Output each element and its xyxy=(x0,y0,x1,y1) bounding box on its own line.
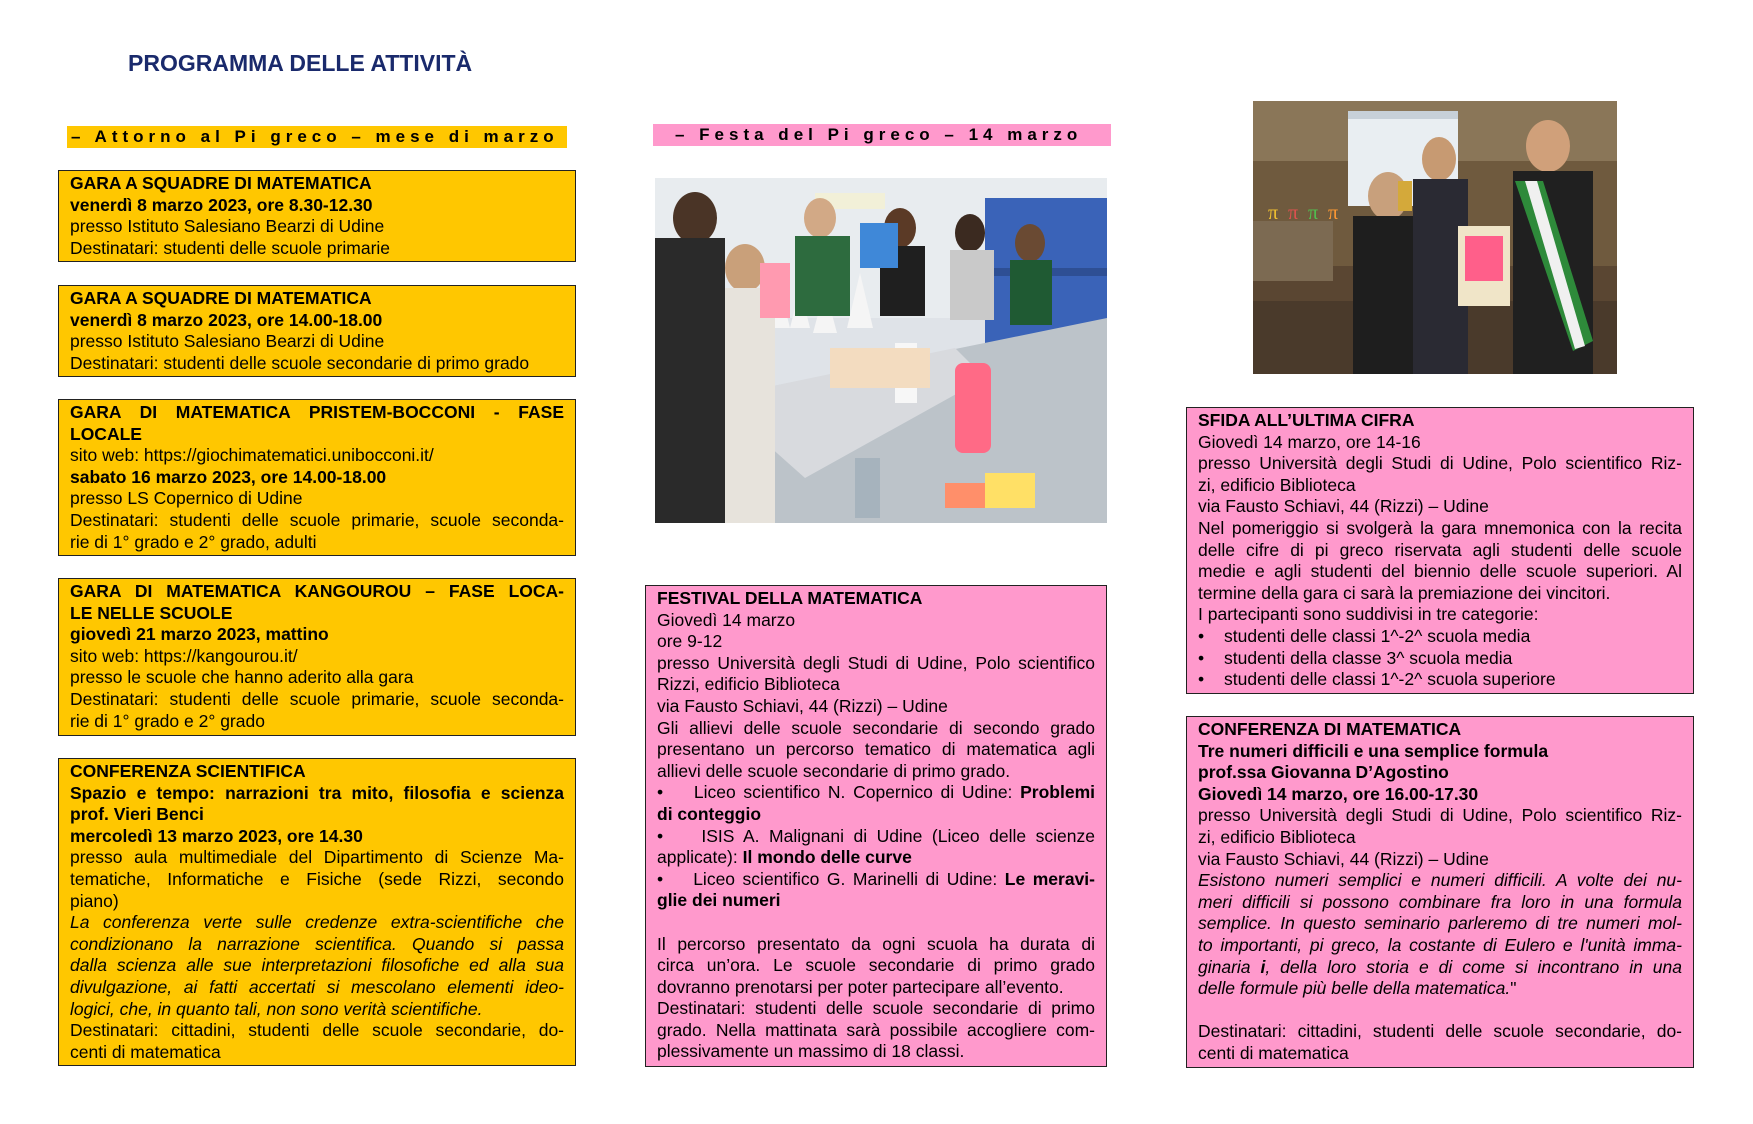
event-box-scientific-conference xyxy=(58,758,576,1066)
abstract-quote: " xyxy=(1510,978,1517,999)
event-duration: dovranno prenotarsi per poter partecipare all’evento. xyxy=(657,976,1064,997)
event-target-cont: centi di matematica xyxy=(70,1041,221,1062)
event-abstract: logici, che, in quanto tali, non sono verità scientifiche. xyxy=(70,998,483,1019)
event-address: via Fausto Schiavi, 44 (Rizzi) – Udine xyxy=(1198,848,1489,869)
event-title: GARA DI MATEMATICA PRISTEM-BOCCONI - FASE xyxy=(70,402,564,422)
event-target: Destinatari: studenti delle scuole secondarie di primo xyxy=(657,998,1095,1019)
bullet: • xyxy=(657,782,664,803)
event-description: Nel pomeriggio si svolgerà la gara mnemonica con la recita xyxy=(1198,517,1682,538)
event-target: Destinatari: cittadini, studenti delle scuole secondarie, do- xyxy=(1198,1021,1682,1042)
item-text: applicate): xyxy=(657,847,743,868)
event-description: allievi delle scuole secondarie di primo grado. xyxy=(657,760,1011,781)
event-place: presso Università degli Studi di Udine, Polo scientifico xyxy=(657,652,1095,673)
categories-intro: I partecipanti sono suddivisi in tre categorie: xyxy=(1198,604,1539,625)
event-duration: Il percorso presentato da ogni scuola ha durata di xyxy=(657,933,1095,954)
event-place-cont: tematiche, Informatiche e Fisiche (sede Rizzi, secondo xyxy=(70,868,564,889)
event-abstract: La conferenza verte sulle credenze extra-scientifiche che xyxy=(70,912,564,933)
bullet: • xyxy=(657,825,664,846)
abstract-text: ginaria xyxy=(1198,956,1261,977)
event-duration: circa un’ora. Le scuole secondarie di primo grado xyxy=(657,955,1095,976)
event-address: via Fausto Schiavi, 44 (Rizzi) – Udine xyxy=(1198,496,1489,517)
event-date: venerdì 8 marzo 2023, ore 8.30-12.30 xyxy=(70,194,373,215)
event-date: venerdì 8 marzo 2023, ore 14.00-18.00 xyxy=(70,309,383,330)
item-topic-cont: glie dei numeri xyxy=(657,890,781,911)
abstract-text: , della loro storia e di come si incontrano in una xyxy=(1265,956,1682,977)
item-text: Liceo scientifico N. Copernico di Udine: xyxy=(693,782,1021,803)
event-title: CONFERENZA DI MATEMATICA xyxy=(1198,719,1462,739)
event-abstract: dalla scienza alle sue interpretazioni filosofiche ed alla sua xyxy=(70,955,564,976)
bullet: • xyxy=(657,868,664,889)
event-box-team-competition-afternoon xyxy=(58,285,576,377)
event-place: presso LS Copernico di Udine xyxy=(70,488,303,509)
event-abstract xyxy=(1198,978,1682,1000)
event-subtitle: Spazio e tempo: narrazioni tra mito, filosofia e scienza xyxy=(70,782,564,803)
event-place-cont: Rizzi, edificio Biblioteca xyxy=(657,674,840,695)
event-subtitle: Tre numeri difficili e una semplice formula xyxy=(1198,740,1549,761)
list-item xyxy=(657,782,1095,804)
section-band-pi-day: – Festa del Pi greco – 14 marzo xyxy=(653,124,1111,146)
event-place: presso aula multimediale del Dipartimento di Scienze Ma- xyxy=(70,847,564,868)
category-label: studenti delle classi 1^-2^ scuola superiore xyxy=(1224,669,1556,690)
event-box-last-digit-challenge xyxy=(1186,407,1694,694)
event-date: Giovedì 14 marzo, ore 14-16 xyxy=(1198,431,1421,452)
event-box-team-competition-morning xyxy=(58,170,576,262)
event-title: CONFERENZA SCIENTIFICA xyxy=(70,761,306,781)
list-item-cont xyxy=(657,847,1095,869)
event-title-cont: LE NELLE SCUOLE xyxy=(70,602,233,623)
svg-text:π: π xyxy=(1268,202,1279,224)
event-date: Giovedì 14 marzo, ore 16.00-17.30 xyxy=(1198,783,1479,804)
list-item xyxy=(1198,648,1682,670)
item-topic: Problemi xyxy=(1020,782,1095,803)
item-text: ISIS A. Malignani di Udine (Liceo delle scienze xyxy=(701,825,1095,846)
event-speaker: prof. Vieri Benci xyxy=(70,804,204,825)
abstract-text: delle formule più belle della matematica. xyxy=(1198,978,1511,999)
item-topic-cont: di conteggio xyxy=(657,803,762,824)
event-abstract: divulgazione, ai fatti accertati si mescolano elementi ideo- xyxy=(70,976,564,997)
event-title: FESTIVAL DELLA MATEMATICA xyxy=(657,588,923,608)
section-band-march: – Attorno al Pi greco – mese di marzo xyxy=(67,126,567,148)
event-abstract: condizionano la narrazione scientifica. Quando si passa xyxy=(70,933,564,954)
event-abstract: semplice. In questo seminario parleremo di tre numeri mol- xyxy=(1198,913,1682,934)
event-website: sito web: https://giochimatematici.unibocconi.it/ xyxy=(70,445,434,466)
event-target-cont: rie di 1° grado e 2° grado xyxy=(70,710,265,731)
event-target: Destinatari: studenti delle scuole primarie, scuole seconda- xyxy=(70,688,564,709)
event-place: presso le scuole che hanno aderito alla gara xyxy=(70,667,414,688)
abstract-symbol: i xyxy=(1260,956,1266,977)
event-place: presso Istituto Salesiano Bearzi di Udine xyxy=(70,331,385,352)
event-place-cont: zi, edificio Biblioteca xyxy=(1198,826,1356,847)
list-item xyxy=(657,869,1095,891)
event-title: GARA A SQUADRE DI MATEMATICA xyxy=(70,288,372,308)
event-target: Destinatari: cittadini, studenti delle scuole secondarie, do- xyxy=(70,1020,564,1041)
event-place: presso Università degli Studi di Udine, Polo scientifico Riz- xyxy=(1198,805,1682,826)
event-target: Destinatari: studenti delle scuole secondarie di primo grado xyxy=(70,352,530,373)
event-box-math-festival xyxy=(645,585,1107,1067)
list-item xyxy=(1198,669,1682,691)
page-title: PROGRAMMA DELLE ATTIVITÀ xyxy=(128,50,473,76)
photo-students-classroom xyxy=(655,178,1107,523)
item-topic: Il mondo delle curve xyxy=(742,847,912,868)
category-label: studenti della classe 3^ scuola media xyxy=(1224,647,1513,668)
event-description: medie e agli studenti del biennio delle scuole superiori. Al xyxy=(1198,561,1682,582)
svg-text:π: π xyxy=(1328,202,1339,224)
event-target-cont: rie di 1° grado e 2° grado, adulti xyxy=(70,531,317,552)
event-target: grado. Nella mattinata sarà possibile accogliere com- xyxy=(657,1019,1095,1040)
list-item xyxy=(1198,626,1682,648)
event-day: Giovedì 14 marzo xyxy=(657,609,796,630)
event-place-cont: zi, edificio Biblioteca xyxy=(1198,474,1356,495)
event-title: GARA A SQUADRE DI MATEMATICA xyxy=(70,173,372,193)
svg-text:π: π xyxy=(1308,202,1319,224)
list-item xyxy=(657,826,1095,848)
event-box-pristem-bocconi xyxy=(58,399,576,556)
event-date: giovedì 21 marzo 2023, mattino xyxy=(70,624,329,645)
item-text: Liceo scientifico G. Marinelli di Udine: xyxy=(693,868,1005,889)
event-website: sito web: https://kangourou.it/ xyxy=(70,645,298,666)
event-date: sabato 16 marzo 2023, ore 14.00-18.00 xyxy=(70,466,387,487)
event-description: termine della gara ci sarà la premiazione dei vincitori. xyxy=(1198,582,1611,603)
event-place: presso Istituto Salesiano Bearzi di Udine xyxy=(70,216,385,237)
event-abstract xyxy=(1198,957,1682,979)
event-title-cont: LOCALE xyxy=(70,423,142,444)
event-date: mercoledì 13 marzo 2023, ore 14.30 xyxy=(70,825,363,846)
bullet: • xyxy=(1198,625,1205,646)
event-place-cont: piano) xyxy=(70,890,119,911)
event-description: delle cifre di pi greco riservata agli studenti delle scuole xyxy=(1198,539,1682,560)
item-topic: Le meravi- xyxy=(1004,868,1095,889)
bullet: • xyxy=(1198,647,1205,668)
event-target: Destinatari: studenti delle scuole primarie, scuole seconda- xyxy=(70,509,564,530)
event-title: SFIDA ALL’ULTIMA CIFRA xyxy=(1198,410,1415,430)
event-place: presso Università degli Studi di Udine, Polo scientifico Riz- xyxy=(1198,453,1682,474)
event-target-cont: centi di matematica xyxy=(1198,1042,1349,1063)
event-description: Gli allievi delle scuole secondarie di secondo grado xyxy=(657,717,1095,738)
event-speaker: prof.ssa Giovanna D’Agostino xyxy=(1198,762,1449,783)
event-description: presentano un percorso tematico di matematica agli xyxy=(657,739,1095,760)
event-target: plessivamente un massimo di 18 classi. xyxy=(657,1041,965,1062)
event-time: ore 9-12 xyxy=(657,631,723,652)
photo-award-ceremony xyxy=(1253,101,1617,374)
event-target: Destinatari: studenti delle scuole primarie xyxy=(70,237,391,258)
event-box-kangourou xyxy=(58,578,576,736)
svg-text:π: π xyxy=(1288,202,1299,224)
event-abstract: Esistono numeri semplici e numeri difficili. A volte dei nu- xyxy=(1198,870,1682,891)
event-title: GARA DI MATEMATICA KANGOUROU – FASE LOCA- xyxy=(70,581,564,601)
event-abstract: to importanti, pi greco, la costante di Eulero e l'unità imma- xyxy=(1198,934,1682,955)
event-box-math-conference xyxy=(1186,716,1694,1068)
category-label: studenti delle classi 1^-2^ scuola media xyxy=(1224,625,1531,646)
event-address: via Fausto Schiavi, 44 (Rizzi) – Udine xyxy=(657,695,948,716)
bullet: • xyxy=(1198,669,1205,690)
event-abstract: meri difficili si possono combinare fra loro in una formula xyxy=(1198,891,1682,912)
